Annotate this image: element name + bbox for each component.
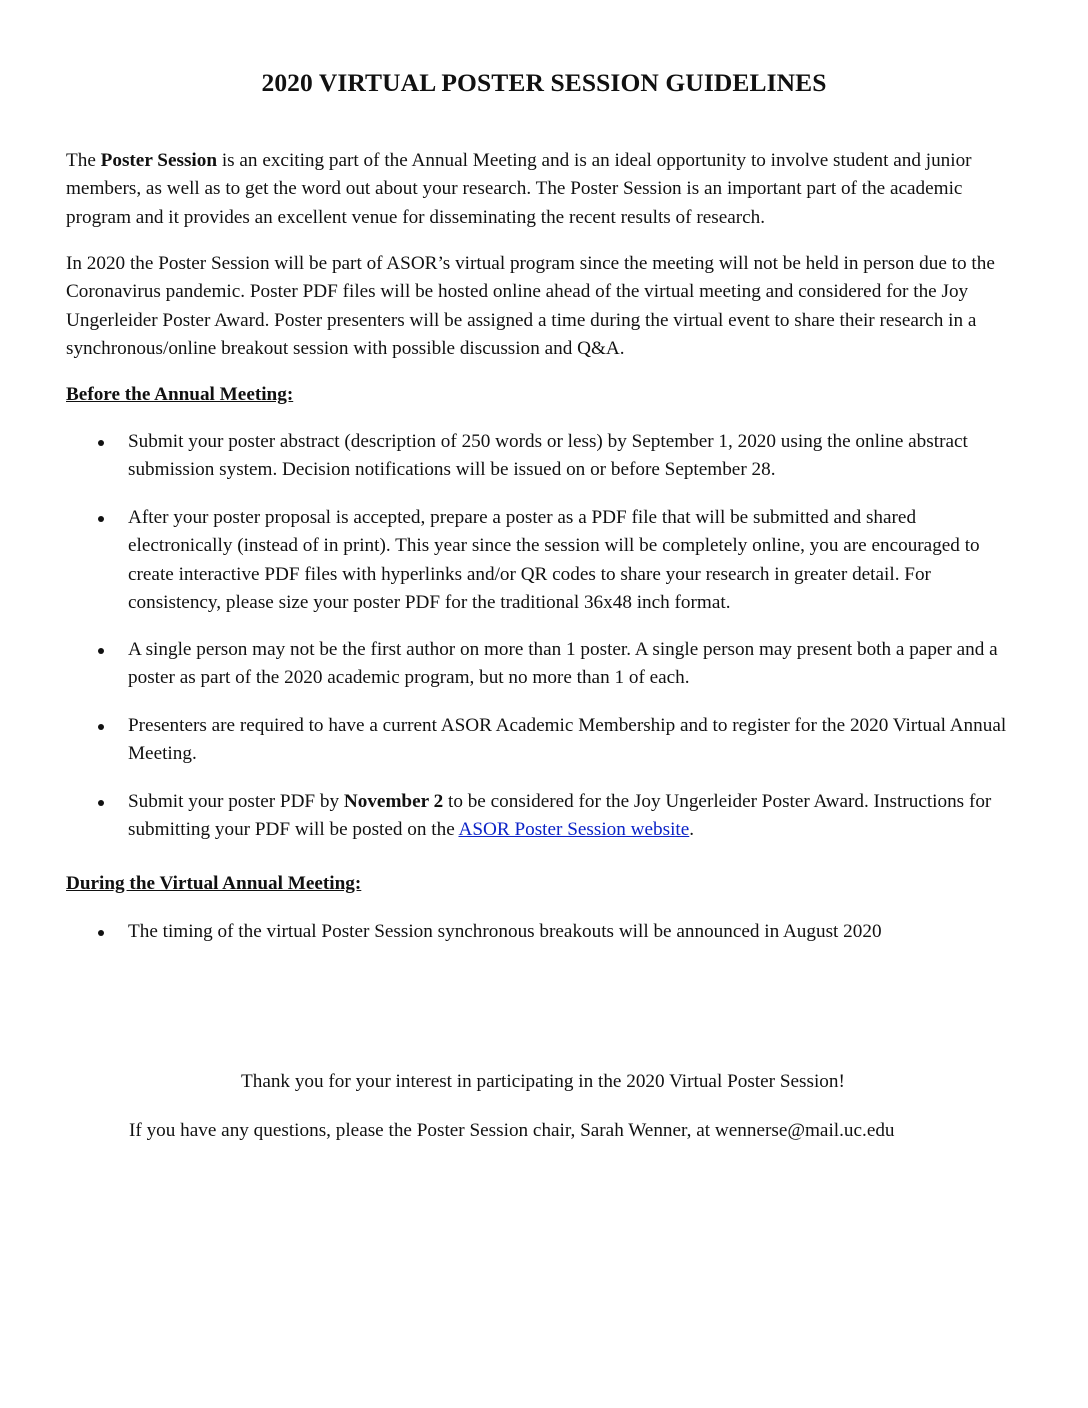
list-item: [128, 428, 1008, 485]
list-item-text: After your poster proposal is accepted, prepare a poster as a PDF file that will be submitted and shared electronically (instead of in print). This year since the session will be completely online, you are encouraged to create interactive PDF files with hyperlinks and/or QR codes to share your research in greater detail. For consistency, please size your poster PDF for the traditional 36x48 inch format.: [128, 507, 980, 614]
intro-text-start: The: [66, 150, 101, 171]
intro-paragraph-2: In 2020 the Poster Session will be part of ASOR’s virtual program since the meeting will not be held in person due to the Coronavirus pandemic. Poster PDF files will be hosted online ahead of the virtual meeting and considered for the Joy Ungerleider Poster Award. Poster presenters will be assigned a time during the virtual event to share their research in a synchronous/online breakout session with possible discussion and Q&A.: [66, 253, 995, 360]
during-meeting-heading: During the Virtual Annual Meeting:: [66, 873, 362, 894]
list-item: [128, 712, 1008, 769]
list-item: [128, 918, 1008, 946]
list-item-text: A single person may not be the first author on more than 1 poster. A single person may present both a paper and a poster as part of the 2020 academic program, but no more than 1 of each.: [128, 639, 998, 689]
list-item-text: The timing of the virtual Poster Session synchronous breakouts will be announced in August 2020: [128, 921, 882, 942]
intro-paragraph-1: [66, 147, 1026, 232]
page-title: 2020 VIRTUAL POSTER SESSION GUIDELINES: [261, 68, 827, 97]
thank-you-note: Thank you for your interest in participating in the 2020 Virtual Poster Session!: [241, 1071, 845, 1092]
list-item-text: .: [689, 819, 695, 841]
bullet-icon: [98, 648, 104, 654]
list-item-text: to be considered for the Joy Ungerleider Poster Award. Instructions for submitting your PDF will be posted on the: [128, 791, 992, 841]
list-item-text: Submit your poster PDF by: [128, 791, 344, 812]
list-item-text: Presenters are required to have a current ASOR Academic Membership and to register for the 2020 Virtual Annual Meeting.: [128, 715, 1007, 765]
list-item: [128, 504, 1008, 618]
bullet-icon: [98, 516, 104, 522]
deadline-date: November 2: [343, 791, 444, 812]
bullet-icon: [98, 440, 104, 446]
bullet-icon: [98, 800, 104, 806]
bullet-icon: [98, 930, 104, 936]
list-item: [128, 636, 1008, 693]
intro-text-rest: is an exciting part of the Annual Meeting and is an ideal opportunity to involve student and junior members, as well as to get the word out about your research. The Poster Session is an important part of the academic program and it provides an excellent venue for disseminating the recent results of research.: [66, 150, 972, 228]
list-item-text: Submit your poster abstract (description of 250 words or less) by September 1, 2020 using the online abstract submission system. Decision notifications will be issued on or before September 28.: [128, 431, 968, 481]
before-meeting-heading: Before the Annual Meeting:: [66, 384, 294, 405]
poster-session-website-link[interactable]: ASOR Poster Session website: [458, 819, 690, 841]
intro-bold-term: Poster Session: [100, 150, 218, 171]
list-item: [128, 788, 1008, 845]
bullet-icon: [98, 724, 104, 730]
contact-note: If you have any questions, please the Poster Session chair, Sarah Wenner, at wennerse@mail.uc.edu: [129, 1120, 895, 1141]
